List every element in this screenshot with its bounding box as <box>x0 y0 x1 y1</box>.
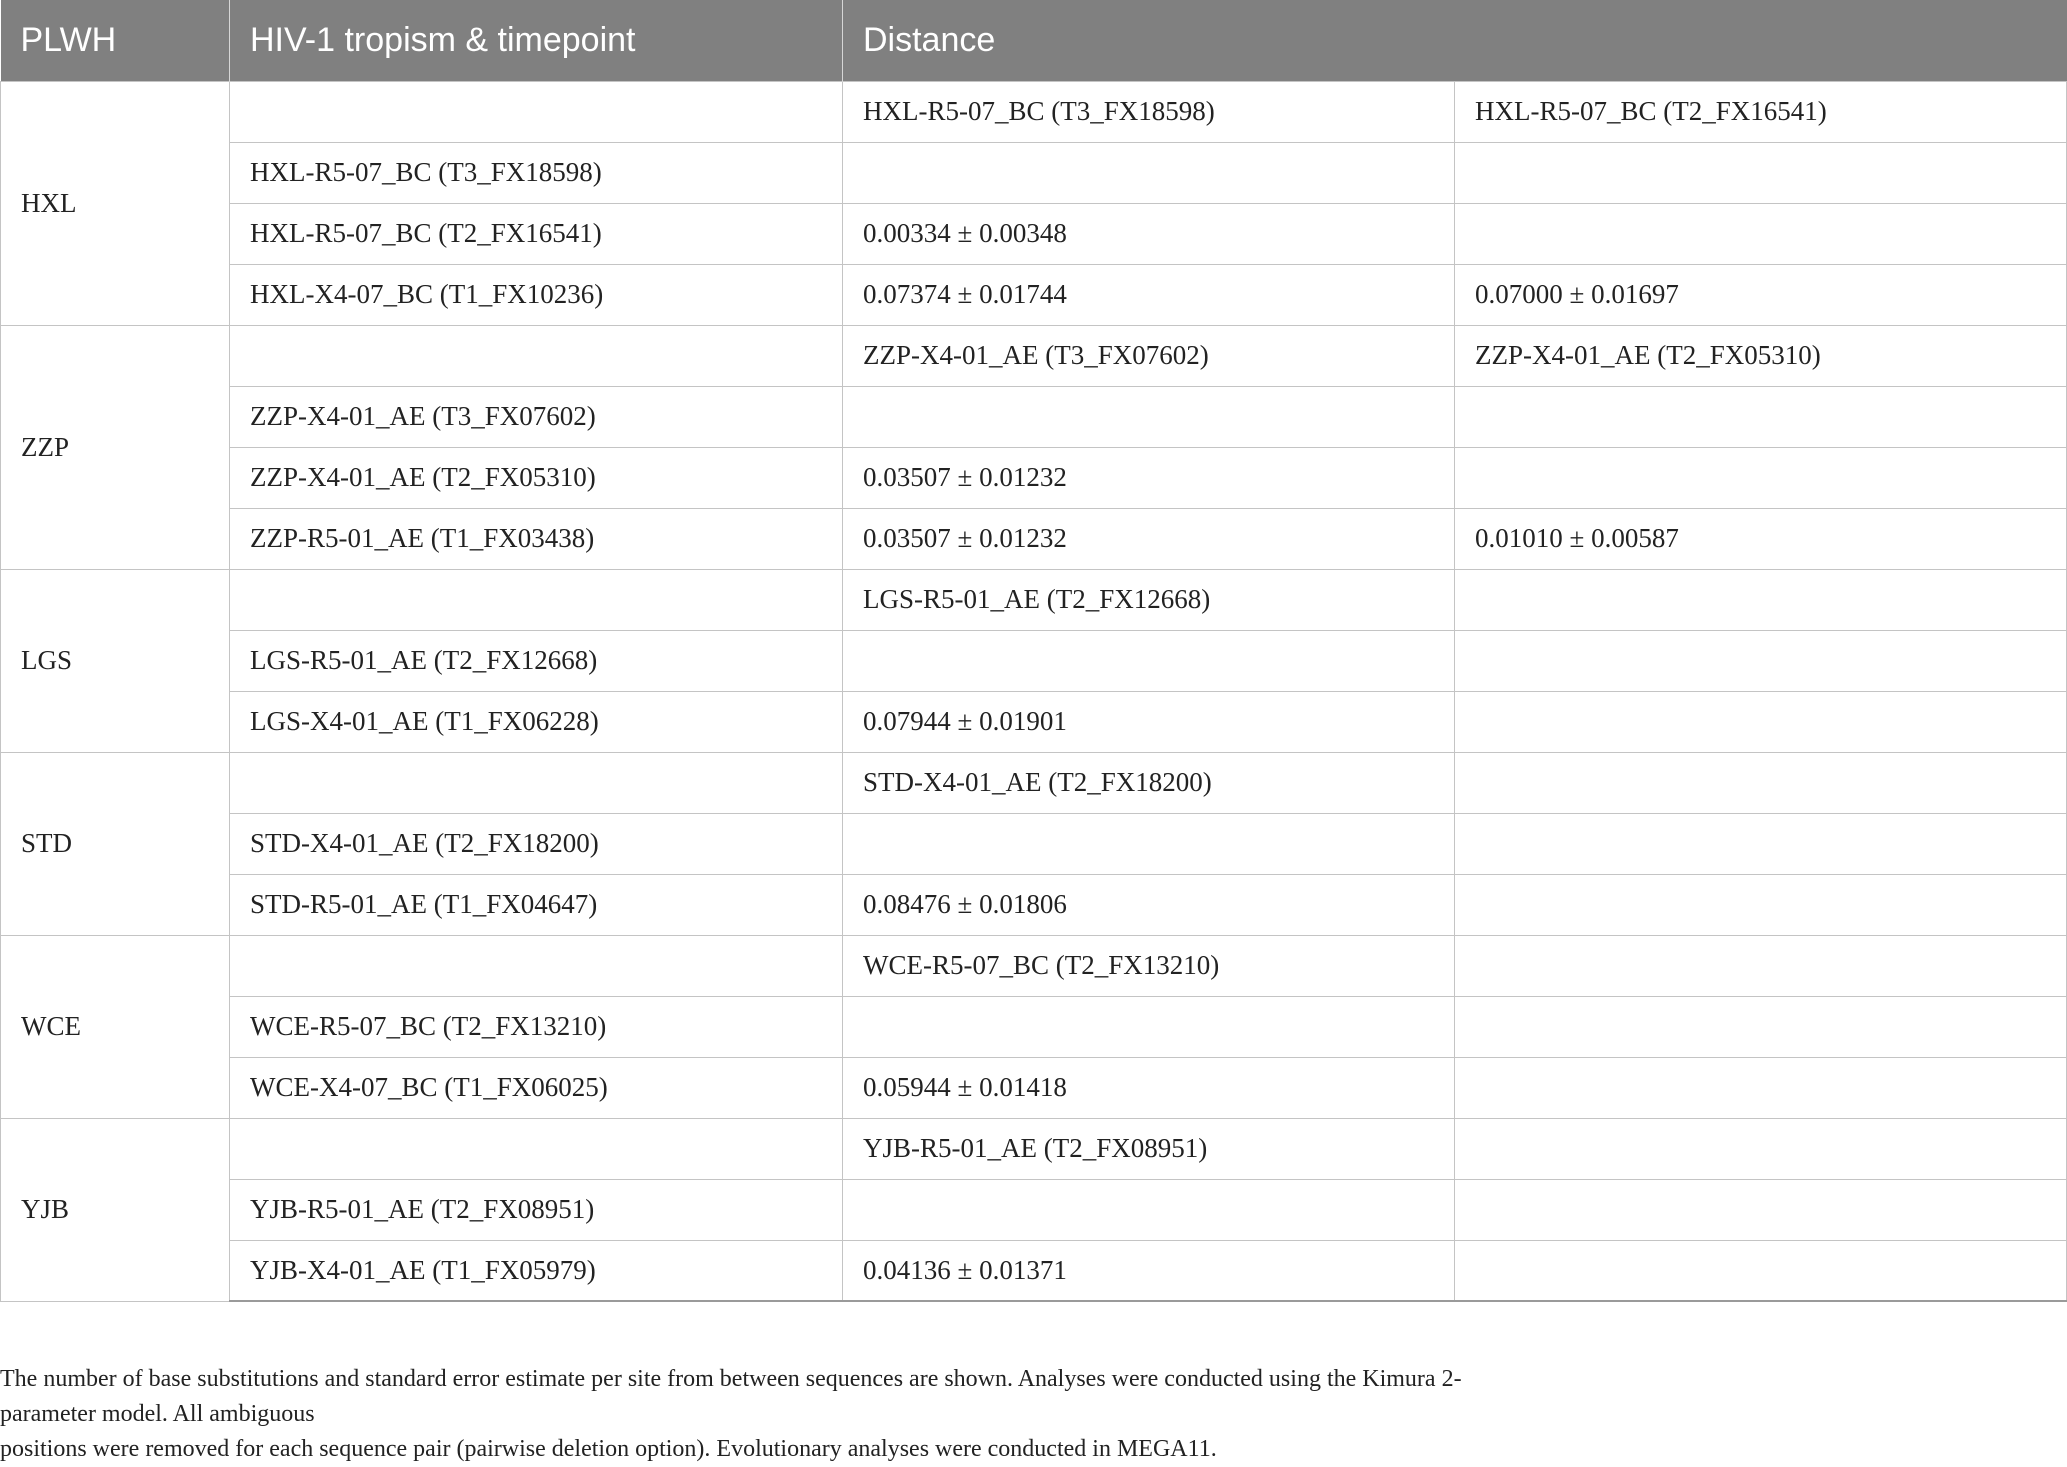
table-row <box>1 325 2067 386</box>
distance-cell <box>1455 1057 2067 1118</box>
sequence-cell <box>230 325 843 386</box>
distance-cell: WCE-R5-07_BC (T2_FX13210) <box>843 935 1455 996</box>
header-plwh: PLWH <box>1 0 230 81</box>
table-row <box>1 1057 2067 1118</box>
distance-cell: 0.05944 ± 0.01418 <box>843 1057 1455 1118</box>
distance-cell: 0.07000 ± 0.01697 <box>1455 264 2067 325</box>
table-row <box>1 386 2067 447</box>
distance-cell: 0.08476 ± 0.01806 <box>843 874 1455 935</box>
distance-cell <box>843 1179 1455 1240</box>
distance-cell <box>1455 752 2067 813</box>
distance-cell <box>1455 447 2067 508</box>
plwh-cell: HXL <box>1 81 230 325</box>
sequence-cell <box>230 935 843 996</box>
distance-cell: 0.04136 ± 0.01371 <box>843 1240 1455 1301</box>
table-body <box>1 81 2067 1301</box>
sequence-cell <box>230 81 843 142</box>
distance-cell <box>1455 1118 2067 1179</box>
distance-cell <box>1455 813 2067 874</box>
sequence-cell: ZZP-R5-01_AE (T1_FX03438) <box>230 508 843 569</box>
distance-cell <box>1455 1179 2067 1240</box>
table-row <box>1 203 2067 264</box>
distance-cell: 0.07944 ± 0.01901 <box>843 691 1455 752</box>
table-footnote <box>0 1362 1500 1467</box>
sequence-cell: LGS-X4-01_AE (T1_FX06228) <box>230 691 843 752</box>
table-row <box>1 1179 2067 1240</box>
distance-cell: YJB-R5-01_AE (T2_FX08951) <box>843 1118 1455 1179</box>
plwh-cell: STD <box>1 752 230 935</box>
distance-cell <box>1455 203 2067 264</box>
distance-cell: 0.07374 ± 0.01744 <box>843 264 1455 325</box>
distance-cell <box>843 813 1455 874</box>
sequence-cell <box>230 1118 843 1179</box>
table-row <box>1 752 2067 813</box>
sequence-cell: YJB-X4-01_AE (T1_FX05979) <box>230 1240 843 1301</box>
distance-cell: HXL-R5-07_BC (T3_FX18598) <box>843 81 1455 142</box>
distance-cell <box>843 386 1455 447</box>
distance-cell <box>1455 386 2067 447</box>
distance-cell: 0.01010 ± 0.00587 <box>1455 508 2067 569</box>
distance-cell <box>1455 996 2067 1057</box>
header-row <box>1 0 2067 81</box>
footnote-line-2: positions were removed for each sequence pair (pairwise deletion option). Evolutionary analyses were conducted in MEGA11. <box>0 1436 1217 1462</box>
sequence-cell: HXL-R5-07_BC (T3_FX18598) <box>230 142 843 203</box>
table-row <box>1 264 2067 325</box>
sequence-cell: ZZP-X4-01_AE (T2_FX05310) <box>230 447 843 508</box>
plwh-cell: LGS <box>1 569 230 752</box>
distance-cell: 0.03507 ± 0.01232 <box>843 508 1455 569</box>
plwh-cell: WCE <box>1 935 230 1118</box>
distance-cell <box>843 630 1455 691</box>
distance-cell: HXL-R5-07_BC (T2_FX16541) <box>1455 81 2067 142</box>
distance-cell <box>1455 935 2067 996</box>
table-header <box>1 0 2067 81</box>
distance-cell: ZZP-X4-01_AE (T2_FX05310) <box>1455 325 2067 386</box>
table-row <box>1 1118 2067 1179</box>
distance-cell: 0.03507 ± 0.01232 <box>843 447 1455 508</box>
distance-cell <box>1455 1240 2067 1301</box>
sequence-cell <box>230 569 843 630</box>
sequence-cell: STD-R5-01_AE (T1_FX04647) <box>230 874 843 935</box>
distance-cell <box>1455 569 2067 630</box>
table-row <box>1 630 2067 691</box>
header-distance: Distance <box>843 0 2067 81</box>
sequence-cell: HXL-X4-07_BC (T1_FX10236) <box>230 264 843 325</box>
table-row <box>1 996 2067 1057</box>
plwh-cell: YJB <box>1 1118 230 1301</box>
distance-cell: LGS-R5-01_AE (T2_FX12668) <box>843 569 1455 630</box>
table-row <box>1 508 2067 569</box>
table-row <box>1 142 2067 203</box>
sequence-cell: WCE-X4-07_BC (T1_FX06025) <box>230 1057 843 1118</box>
sequence-cell: WCE-R5-07_BC (T2_FX13210) <box>230 996 843 1057</box>
sequence-cell <box>230 752 843 813</box>
sequence-cell: STD-X4-01_AE (T2_FX18200) <box>230 813 843 874</box>
distance-cell <box>843 996 1455 1057</box>
table-row <box>1 874 2067 935</box>
distance-cell <box>1455 142 2067 203</box>
table-row <box>1 813 2067 874</box>
distance-cell <box>843 142 1455 203</box>
sequence-cell: HXL-R5-07_BC (T2_FX16541) <box>230 203 843 264</box>
header-tropism-timepoint: HIV-1 tropism & timepoint <box>230 0 843 81</box>
footnote-line-1: The number of base substitutions and standard error estimate per site from between sequences are shown. Analyses were conducted using the Kimura 2-parameter model. All ambiguous <box>0 1366 1462 1427</box>
sequence-cell: LGS-R5-01_AE (T2_FX12668) <box>230 630 843 691</box>
distance-cell <box>1455 874 2067 935</box>
distance-cell <box>1455 691 2067 752</box>
sequence-cell: ZZP-X4-01_AE (T3_FX07602) <box>230 386 843 447</box>
plwh-cell: ZZP <box>1 325 230 569</box>
table-row <box>1 447 2067 508</box>
distance-cell: 0.00334 ± 0.00348 <box>843 203 1455 264</box>
distance-cell: ZZP-X4-01_AE (T3_FX07602) <box>843 325 1455 386</box>
table-row <box>1 935 2067 996</box>
distance-cell <box>1455 630 2067 691</box>
table-row <box>1 81 2067 142</box>
table-row <box>1 691 2067 752</box>
table-row <box>1 569 2067 630</box>
distance-cell: STD-X4-01_AE (T2_FX18200) <box>843 752 1455 813</box>
sequence-cell: YJB-R5-01_AE (T2_FX08951) <box>230 1179 843 1240</box>
table-row <box>1 1240 2067 1301</box>
